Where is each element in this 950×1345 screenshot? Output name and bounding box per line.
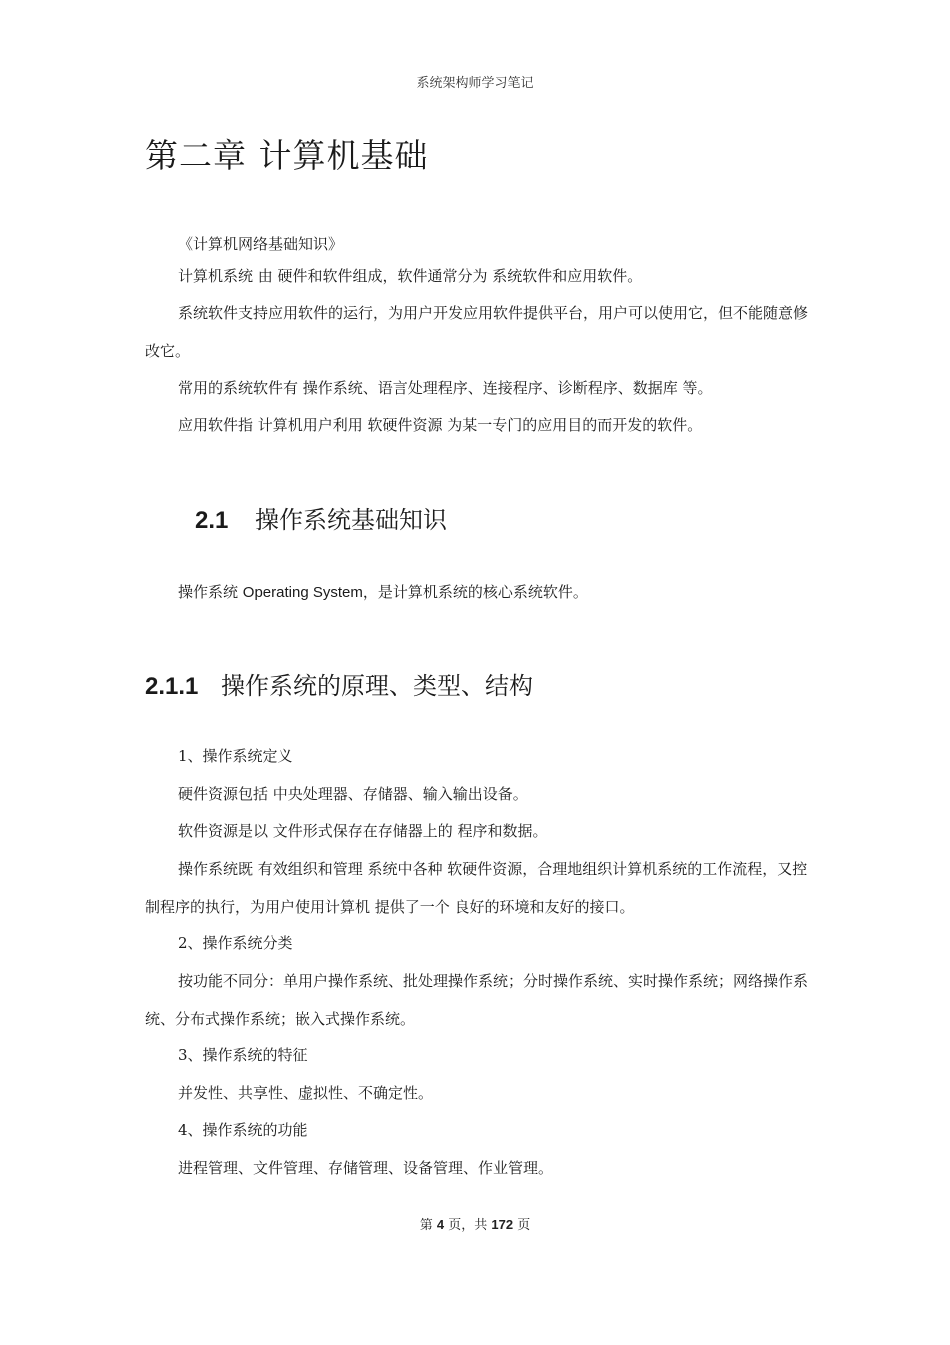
section-number: 2.1 (195, 507, 229, 534)
current-page-number: 4 (436, 1217, 445, 1232)
running-header: 系统架构师学习笔记 (416, 76, 534, 91)
item-line: 软件资源是以 文件形式保存在存储器上的 程序和数据。 (178, 822, 548, 840)
item-heading: 1、操作系统定义 (178, 747, 293, 765)
total-pages: 172 (491, 1217, 514, 1232)
intro-paragraph-3: 常用的系统软件有 操作系统、语言处理程序、连接程序、诊断程序、数据库 等。 (178, 379, 713, 397)
intro-paragraph-1: 计算机系统 由 硬件和软件组成，软件通常分为 系统软件和应用软件。 (178, 267, 643, 285)
item-line: 操作系统既 有效组织和管理 系统中各种 软硬件资源，合理地组织计算机系统的工作流程，又控制程序的执行，为用户使用计算机 提供了一个 良好的环境和友好的接口。 (145, 860, 808, 916)
item-heading: 4、操作系统的功能 (178, 1121, 308, 1139)
intro-book-title: 《计算机网络基础知识》 (178, 235, 344, 253)
os-suffix: ，是计算机系统的核心系统软件。 (362, 583, 588, 601)
item-line: 并发性、共享性、虚拟性、不确定性。 (178, 1084, 434, 1102)
footer-prefix: 第 (419, 1218, 433, 1233)
item-heading: 2、操作系统分类 (178, 934, 293, 952)
chapter-title: 第二章 计算机基础 (145, 136, 429, 175)
os-definition-paragraph (145, 573, 810, 612)
section-heading-2-1-1 (145, 666, 533, 701)
item-heading: 3、操作系统的特征 (178, 1046, 308, 1064)
section-title: 操作系统基础知识 (255, 506, 447, 534)
footer-suffix: 页 (517, 1218, 531, 1233)
item-line: 硬件资源包括 中央处理器、存储器、输入输出设备。 (178, 785, 528, 803)
intro-paragraph-4: 应用软件指 计算机用户利用 软硬件资源 为某一专门的应用目的而开发的软件。 (178, 416, 703, 434)
section-title: 操作系统的原理、类型、结构 (221, 672, 533, 700)
page-footer (0, 1214, 950, 1233)
intro-paragraph-2: 系统软件支持应用软件的运行，为用户开发应用软件提供平台，用户可以使用它，但不能随意修改它。 (145, 304, 809, 360)
os-english-name: Operating System (242, 584, 363, 601)
section-heading-2-1 (195, 500, 447, 535)
item-line: 进程管理、文件管理、存储管理、设备管理、作业管理。 (178, 1159, 554, 1177)
section-number: 2.1.1 (145, 673, 199, 700)
footer-middle: 页，共 (448, 1218, 488, 1233)
os-prefix: 操作系统 (178, 583, 243, 601)
item-line: 按功能不同分：单用户操作系统、批处理操作系统；分时操作系统、实时操作系统；网络操作系统、分布式操作系统；嵌入式操作系统。 (145, 972, 809, 1028)
